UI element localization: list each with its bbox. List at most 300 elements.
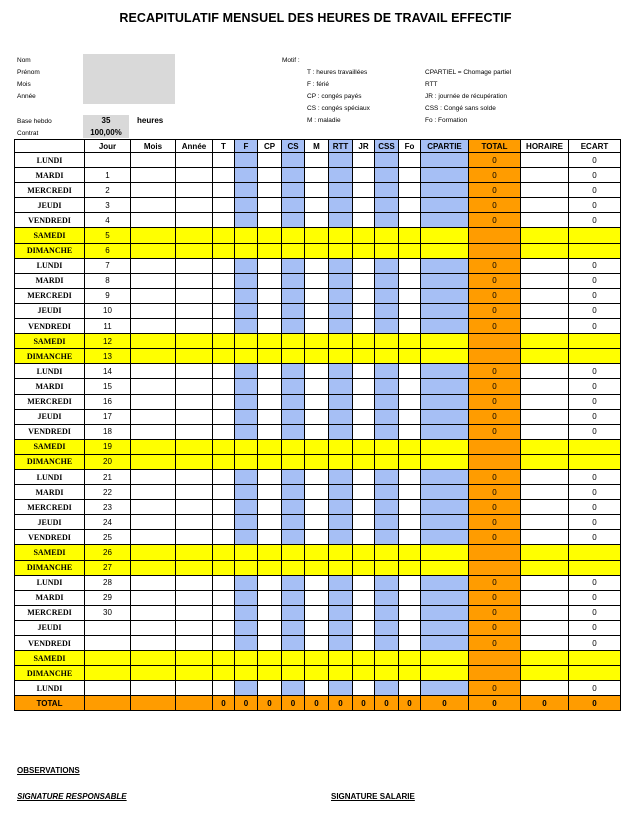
row-ecart[interactable]: 0 (569, 620, 621, 635)
row-cell-m[interactable] (305, 424, 329, 439)
row-cell-cpartie[interactable] (421, 651, 469, 666)
row-cell-rtt[interactable] (329, 485, 353, 500)
row-cell-t[interactable] (213, 379, 235, 394)
row-cell-jr[interactable] (353, 545, 375, 560)
row-cell-t[interactable] (213, 515, 235, 530)
row-ecart[interactable] (569, 349, 621, 364)
row-cell-m[interactable] (305, 394, 329, 409)
row-date[interactable]: 21 (85, 469, 131, 484)
row-cell-rtt[interactable] (329, 575, 353, 590)
row-cell-t[interactable] (213, 319, 235, 334)
row-cell-rtt[interactable] (329, 379, 353, 394)
row-cell-t[interactable] (213, 183, 235, 198)
row-cell-jr[interactable] (353, 636, 375, 651)
row-cell-année[interactable] (176, 319, 213, 334)
row-cell-année[interactable] (176, 651, 213, 666)
row-cell-css[interactable] (375, 394, 399, 409)
row-cell-horaire[interactable] (521, 303, 569, 318)
row-cell-cpartie[interactable] (421, 319, 469, 334)
row-date[interactable] (85, 620, 131, 635)
row-cell-m[interactable] (305, 168, 329, 183)
row-cell-jr[interactable] (353, 485, 375, 500)
row-cell-m[interactable] (305, 303, 329, 318)
row-cell-rtt[interactable] (329, 620, 353, 635)
row-cell-t[interactable] (213, 666, 235, 681)
row-ecart[interactable]: 0 (569, 213, 621, 228)
row-cell-m[interactable] (305, 681, 329, 696)
row-cell-css[interactable] (375, 500, 399, 515)
row-cell-fo[interactable] (399, 198, 421, 213)
row-cell-cs[interactable] (282, 273, 305, 288)
row-cell-année[interactable] (176, 288, 213, 303)
row-cell-mois[interactable] (131, 168, 176, 183)
row-cell-cs[interactable] (282, 681, 305, 696)
row-cell-fo[interactable] (399, 620, 421, 635)
row-cell-m[interactable] (305, 183, 329, 198)
row-date[interactable]: 28 (85, 575, 131, 590)
row-cell-fo[interactable] (399, 334, 421, 349)
row-cell-t[interactable] (213, 334, 235, 349)
row-cell-cpartie[interactable] (421, 288, 469, 303)
identity-input-area[interactable] (83, 54, 175, 104)
row-cell-cs[interactable] (282, 454, 305, 469)
row-cell-rtt[interactable] (329, 666, 353, 681)
row-cell-cs[interactable] (282, 153, 305, 168)
row-ecart[interactable] (569, 560, 621, 575)
row-cell-fo[interactable] (399, 273, 421, 288)
row-cell-cpartie[interactable] (421, 500, 469, 515)
row-cell-f[interactable] (235, 183, 258, 198)
row-cell-année[interactable] (176, 364, 213, 379)
row-cell-cs[interactable] (282, 500, 305, 515)
row-cell-jr[interactable] (353, 273, 375, 288)
row-cell-mois[interactable] (131, 515, 176, 530)
row-cell-horaire[interactable] (521, 409, 569, 424)
row-cell-fo[interactable] (399, 228, 421, 243)
row-cell-horaire[interactable] (521, 394, 569, 409)
row-cell-m[interactable] (305, 605, 329, 620)
row-cell-m[interactable] (305, 334, 329, 349)
row-cell-rtt[interactable] (329, 288, 353, 303)
row-cell-horaire[interactable] (521, 620, 569, 635)
row-cell-jr[interactable] (353, 334, 375, 349)
row-date[interactable]: 15 (85, 379, 131, 394)
row-cell-année[interactable] (176, 213, 213, 228)
row-cell-jr[interactable] (353, 379, 375, 394)
row-total[interactable]: 0 (469, 681, 521, 696)
row-date[interactable]: 7 (85, 258, 131, 273)
row-cell-cs[interactable] (282, 303, 305, 318)
row-cell-cpartie[interactable] (421, 349, 469, 364)
row-total[interactable]: 0 (469, 153, 521, 168)
row-cell-m[interactable] (305, 288, 329, 303)
row-cell-cs[interactable] (282, 515, 305, 530)
row-cell-cpartie[interactable] (421, 515, 469, 530)
row-date[interactable]: 13 (85, 349, 131, 364)
row-cell-jr[interactable] (353, 198, 375, 213)
row-total[interactable] (469, 545, 521, 560)
row-cell-année[interactable] (176, 334, 213, 349)
row-cell-cs[interactable] (282, 319, 305, 334)
row-cell-rtt[interactable] (329, 319, 353, 334)
row-cell-année[interactable] (176, 636, 213, 651)
row-cell-cs[interactable] (282, 424, 305, 439)
row-cell-jr[interactable] (353, 469, 375, 484)
row-cell-t[interactable] (213, 651, 235, 666)
row-cell-horaire[interactable] (521, 349, 569, 364)
row-cell-jr[interactable] (353, 228, 375, 243)
row-cell-mois[interactable] (131, 394, 176, 409)
row-cell-f[interactable] (235, 500, 258, 515)
row-cell-cs[interactable] (282, 651, 305, 666)
contrat-value[interactable]: 100,00% (83, 127, 129, 138)
row-cell-horaire[interactable] (521, 485, 569, 500)
row-date[interactable]: 16 (85, 394, 131, 409)
row-cell-fo[interactable] (399, 288, 421, 303)
row-cell-m[interactable] (305, 590, 329, 605)
row-cell-cpartie[interactable] (421, 183, 469, 198)
row-cell-année[interactable] (176, 439, 213, 454)
row-total[interactable]: 0 (469, 605, 521, 620)
row-total[interactable] (469, 228, 521, 243)
row-cell-m[interactable] (305, 349, 329, 364)
row-cell-année[interactable] (176, 394, 213, 409)
row-cell-cs[interactable] (282, 379, 305, 394)
row-cell-cs[interactable] (282, 636, 305, 651)
row-cell-année[interactable] (176, 545, 213, 560)
row-cell-mois[interactable] (131, 153, 176, 168)
row-cell-cs[interactable] (282, 666, 305, 681)
row-cell-fo[interactable] (399, 454, 421, 469)
row-cell-rtt[interactable] (329, 515, 353, 530)
row-cell-fo[interactable] (399, 545, 421, 560)
row-cell-horaire[interactable] (521, 319, 569, 334)
row-cell-année[interactable] (176, 228, 213, 243)
row-cell-cp[interactable] (258, 394, 282, 409)
row-total[interactable] (469, 560, 521, 575)
row-ecart[interactable]: 0 (569, 319, 621, 334)
row-cell-mois[interactable] (131, 379, 176, 394)
row-cell-m[interactable] (305, 636, 329, 651)
row-cell-css[interactable] (375, 575, 399, 590)
row-cell-f[interactable] (235, 424, 258, 439)
row-cell-m[interactable] (305, 258, 329, 273)
row-date[interactable] (85, 666, 131, 681)
row-cell-année[interactable] (176, 273, 213, 288)
row-cell-année[interactable] (176, 666, 213, 681)
row-cell-horaire[interactable] (521, 651, 569, 666)
row-cell-mois[interactable] (131, 545, 176, 560)
row-cell-année[interactable] (176, 424, 213, 439)
row-date[interactable]: 22 (85, 485, 131, 500)
row-cell-horaire[interactable] (521, 515, 569, 530)
row-cell-année[interactable] (176, 379, 213, 394)
row-total[interactable] (469, 439, 521, 454)
row-cell-t[interactable] (213, 168, 235, 183)
row-cell-horaire[interactable] (521, 153, 569, 168)
row-cell-jr[interactable] (353, 590, 375, 605)
row-total[interactable]: 0 (469, 575, 521, 590)
row-cell-f[interactable] (235, 228, 258, 243)
row-cell-horaire[interactable] (521, 198, 569, 213)
row-cell-rtt[interactable] (329, 273, 353, 288)
row-cell-mois[interactable] (131, 288, 176, 303)
row-cell-rtt[interactable] (329, 228, 353, 243)
row-cell-f[interactable] (235, 439, 258, 454)
row-cell-m[interactable] (305, 364, 329, 379)
row-cell-jr[interactable] (353, 364, 375, 379)
row-cell-fo[interactable] (399, 515, 421, 530)
row-cell-f[interactable] (235, 349, 258, 364)
row-cell-rtt[interactable] (329, 213, 353, 228)
row-cell-année[interactable] (176, 469, 213, 484)
row-cell-f[interactable] (235, 469, 258, 484)
row-cell-cp[interactable] (258, 605, 282, 620)
row-cell-f[interactable] (235, 636, 258, 651)
row-cell-cs[interactable] (282, 183, 305, 198)
row-cell-f[interactable] (235, 681, 258, 696)
row-cell-cpartie[interactable] (421, 469, 469, 484)
row-cell-cp[interactable] (258, 228, 282, 243)
row-total[interactable]: 0 (469, 379, 521, 394)
row-cell-rtt[interactable] (329, 258, 353, 273)
row-cell-année[interactable] (176, 575, 213, 590)
row-cell-f[interactable] (235, 651, 258, 666)
row-cell-année[interactable] (176, 183, 213, 198)
row-total[interactable]: 0 (469, 530, 521, 545)
row-cell-jr[interactable] (353, 243, 375, 258)
row-ecart[interactable]: 0 (569, 469, 621, 484)
row-cell-t[interactable] (213, 394, 235, 409)
row-ecart[interactable]: 0 (569, 288, 621, 303)
row-date[interactable]: 8 (85, 273, 131, 288)
row-cell-cpartie[interactable] (421, 605, 469, 620)
row-cell-cs[interactable] (282, 605, 305, 620)
row-cell-t[interactable] (213, 530, 235, 545)
row-ecart[interactable]: 0 (569, 590, 621, 605)
row-ecart[interactable]: 0 (569, 485, 621, 500)
row-cell-css[interactable] (375, 319, 399, 334)
row-cell-jr[interactable] (353, 288, 375, 303)
row-cell-horaire[interactable] (521, 560, 569, 575)
row-cell-cs[interactable] (282, 198, 305, 213)
row-cell-rtt[interactable] (329, 636, 353, 651)
row-ecart[interactable]: 0 (569, 394, 621, 409)
row-cell-cpartie[interactable] (421, 439, 469, 454)
row-cell-f[interactable] (235, 409, 258, 424)
row-cell-cpartie[interactable] (421, 485, 469, 500)
row-total[interactable]: 0 (469, 469, 521, 484)
row-cell-f[interactable] (235, 590, 258, 605)
row-cell-jr[interactable] (353, 605, 375, 620)
row-total[interactable]: 0 (469, 590, 521, 605)
row-cell-jr[interactable] (353, 303, 375, 318)
row-cell-cp[interactable] (258, 213, 282, 228)
row-cell-css[interactable] (375, 258, 399, 273)
row-cell-f[interactable] (235, 575, 258, 590)
row-cell-cs[interactable] (282, 560, 305, 575)
row-ecart[interactable]: 0 (569, 681, 621, 696)
row-cell-f[interactable] (235, 666, 258, 681)
row-cell-année[interactable] (176, 243, 213, 258)
row-ecart[interactable] (569, 243, 621, 258)
row-cell-année[interactable] (176, 605, 213, 620)
row-cell-cpartie[interactable] (421, 620, 469, 635)
row-cell-jr[interactable] (353, 319, 375, 334)
row-total[interactable]: 0 (469, 168, 521, 183)
row-cell-css[interactable] (375, 605, 399, 620)
row-cell-css[interactable] (375, 228, 399, 243)
row-cell-année[interactable] (176, 303, 213, 318)
row-cell-t[interactable] (213, 454, 235, 469)
row-ecart[interactable]: 0 (569, 409, 621, 424)
row-cell-cpartie[interactable] (421, 666, 469, 681)
row-cell-cp[interactable] (258, 198, 282, 213)
row-cell-horaire[interactable] (521, 439, 569, 454)
row-ecart[interactable]: 0 (569, 530, 621, 545)
row-cell-t[interactable] (213, 424, 235, 439)
row-cell-cpartie[interactable] (421, 213, 469, 228)
row-cell-jr[interactable] (353, 500, 375, 515)
row-ecart[interactable]: 0 (569, 500, 621, 515)
row-cell-cpartie[interactable] (421, 303, 469, 318)
row-cell-cpartie[interactable] (421, 590, 469, 605)
row-cell-mois[interactable] (131, 590, 176, 605)
row-cell-m[interactable] (305, 651, 329, 666)
row-date[interactable] (85, 651, 131, 666)
row-date[interactable]: 6 (85, 243, 131, 258)
row-ecart[interactable]: 0 (569, 575, 621, 590)
row-cell-mois[interactable] (131, 183, 176, 198)
row-cell-css[interactable] (375, 620, 399, 635)
row-cell-rtt[interactable] (329, 651, 353, 666)
row-date[interactable]: 30 (85, 605, 131, 620)
row-date[interactable]: 12 (85, 334, 131, 349)
row-cell-mois[interactable] (131, 334, 176, 349)
row-cell-cp[interactable] (258, 651, 282, 666)
row-cell-fo[interactable] (399, 485, 421, 500)
row-total[interactable]: 0 (469, 409, 521, 424)
row-total[interactable]: 0 (469, 183, 521, 198)
row-cell-rtt[interactable] (329, 364, 353, 379)
row-cell-rtt[interactable] (329, 409, 353, 424)
row-cell-f[interactable] (235, 379, 258, 394)
row-cell-t[interactable] (213, 213, 235, 228)
row-ecart[interactable]: 0 (569, 636, 621, 651)
row-cell-cpartie[interactable] (421, 681, 469, 696)
row-cell-rtt[interactable] (329, 424, 353, 439)
row-cell-fo[interactable] (399, 651, 421, 666)
row-cell-horaire[interactable] (521, 273, 569, 288)
row-cell-fo[interactable] (399, 349, 421, 364)
row-total[interactable]: 0 (469, 319, 521, 334)
row-cell-t[interactable] (213, 409, 235, 424)
row-cell-horaire[interactable] (521, 424, 569, 439)
row-cell-horaire[interactable] (521, 545, 569, 560)
row-cell-cp[interactable] (258, 258, 282, 273)
row-cell-cpartie[interactable] (421, 454, 469, 469)
row-cell-css[interactable] (375, 409, 399, 424)
row-cell-css[interactable] (375, 515, 399, 530)
row-cell-horaire[interactable] (521, 575, 569, 590)
row-cell-t[interactable] (213, 681, 235, 696)
row-cell-f[interactable] (235, 560, 258, 575)
row-cell-cp[interactable] (258, 349, 282, 364)
row-date[interactable]: 19 (85, 439, 131, 454)
row-cell-jr[interactable] (353, 681, 375, 696)
row-cell-fo[interactable] (399, 319, 421, 334)
row-total[interactable]: 0 (469, 500, 521, 515)
row-cell-cs[interactable] (282, 394, 305, 409)
row-cell-css[interactable] (375, 681, 399, 696)
row-cell-rtt[interactable] (329, 243, 353, 258)
row-cell-css[interactable] (375, 243, 399, 258)
row-cell-fo[interactable] (399, 379, 421, 394)
row-total[interactable]: 0 (469, 303, 521, 318)
row-cell-f[interactable] (235, 364, 258, 379)
row-cell-rtt[interactable] (329, 334, 353, 349)
row-cell-horaire[interactable] (521, 605, 569, 620)
row-cell-jr[interactable] (353, 439, 375, 454)
row-cell-jr[interactable] (353, 424, 375, 439)
row-cell-jr[interactable] (353, 651, 375, 666)
row-cell-rtt[interactable] (329, 545, 353, 560)
row-total[interactable]: 0 (469, 515, 521, 530)
row-cell-css[interactable] (375, 545, 399, 560)
row-cell-css[interactable] (375, 424, 399, 439)
row-cell-horaire[interactable] (521, 590, 569, 605)
row-cell-cpartie[interactable] (421, 168, 469, 183)
row-cell-m[interactable] (305, 273, 329, 288)
row-cell-t[interactable] (213, 560, 235, 575)
row-cell-année[interactable] (176, 153, 213, 168)
row-cell-mois[interactable] (131, 273, 176, 288)
row-cell-année[interactable] (176, 681, 213, 696)
row-cell-rtt[interactable] (329, 153, 353, 168)
row-cell-mois[interactable] (131, 303, 176, 318)
row-cell-horaire[interactable] (521, 364, 569, 379)
row-cell-css[interactable] (375, 364, 399, 379)
row-cell-cs[interactable] (282, 530, 305, 545)
row-cell-horaire[interactable] (521, 681, 569, 696)
row-cell-cpartie[interactable] (421, 394, 469, 409)
row-cell-mois[interactable] (131, 439, 176, 454)
row-cell-rtt[interactable] (329, 168, 353, 183)
row-cell-css[interactable] (375, 530, 399, 545)
row-cell-cs[interactable] (282, 485, 305, 500)
row-cell-mois[interactable] (131, 319, 176, 334)
row-cell-jr[interactable] (353, 258, 375, 273)
row-cell-m[interactable] (305, 469, 329, 484)
row-cell-css[interactable] (375, 198, 399, 213)
row-cell-jr[interactable] (353, 153, 375, 168)
row-cell-fo[interactable] (399, 424, 421, 439)
row-date[interactable]: 2 (85, 183, 131, 198)
row-ecart[interactable]: 0 (569, 379, 621, 394)
row-cell-cpartie[interactable] (421, 575, 469, 590)
row-cell-css[interactable] (375, 636, 399, 651)
row-date[interactable]: 17 (85, 409, 131, 424)
row-date[interactable]: 9 (85, 288, 131, 303)
row-cell-m[interactable] (305, 620, 329, 635)
row-cell-horaire[interactable] (521, 454, 569, 469)
row-ecart[interactable]: 0 (569, 303, 621, 318)
row-cell-css[interactable] (375, 651, 399, 666)
row-cell-cpartie[interactable] (421, 424, 469, 439)
row-cell-cpartie[interactable] (421, 636, 469, 651)
base-hebdo-value[interactable]: 35 (83, 115, 129, 127)
row-date[interactable]: 14 (85, 364, 131, 379)
